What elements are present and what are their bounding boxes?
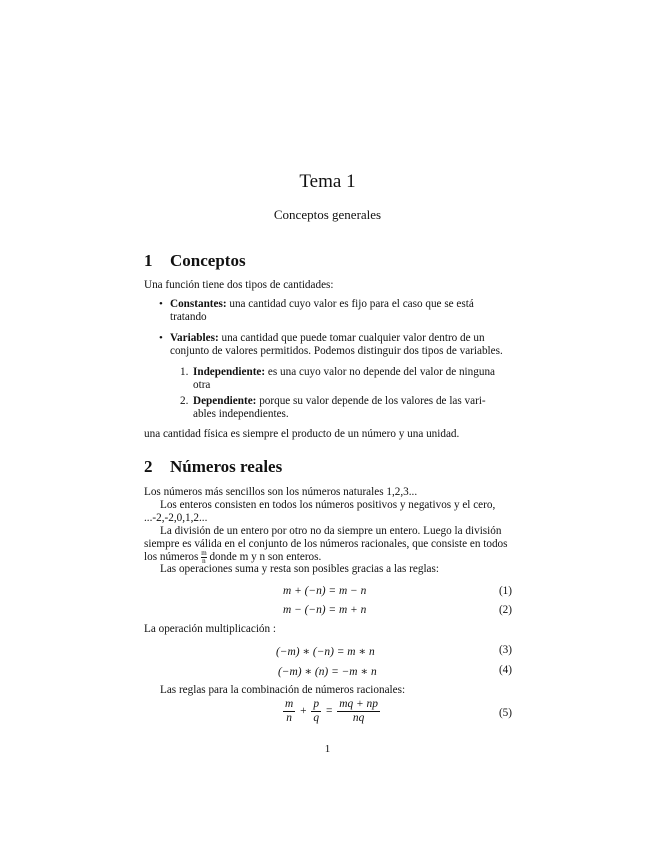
bullet-term: Variables: bbox=[170, 332, 219, 344]
fraction-numerator: m bbox=[201, 549, 207, 557]
enum-marker: 2. bbox=[180, 395, 189, 407]
enum-text: porque su valor depende de los valores de las vari- bbox=[256, 395, 486, 407]
enum-text: es una cuyo valor no depende del valor de ninguna bbox=[265, 366, 495, 378]
equation-number: (2) bbox=[498, 604, 512, 616]
section-2-number: 2 bbox=[144, 457, 153, 476]
equation-5 bbox=[281, 698, 382, 725]
paragraph: Las reglas para la combinación de números racionales: bbox=[160, 684, 406, 696]
fraction bbox=[337, 698, 380, 725]
bullet-constantes bbox=[170, 298, 474, 311]
enum-independiente bbox=[193, 366, 495, 379]
enum-marker: 1. bbox=[180, 366, 189, 378]
equation-number: (1) bbox=[498, 585, 512, 597]
section-1-heading bbox=[144, 251, 246, 271]
bullet-term: Constantes: bbox=[170, 298, 227, 310]
bullet-marker: • bbox=[159, 332, 163, 344]
equation-2: m − (−n) = m + n bbox=[283, 604, 367, 616]
paragraph: La división de un entero por otro no da siempre un entero. Luego la división bbox=[160, 525, 502, 537]
bullet-text-cont: conjunto de valores permitidos. Podemos distinguir dos tipos de variables. bbox=[170, 345, 503, 357]
fraction-denominator: q bbox=[313, 712, 320, 724]
bullet-text: una cantidad cuyo valor es fijo para el caso que se está bbox=[226, 298, 474, 310]
bullet-text-cont: tratando bbox=[170, 311, 207, 323]
section-1-closing: una cantidad física es siempre el producto de un número y una unidad. bbox=[144, 428, 460, 440]
section-2-title: Números reales bbox=[170, 457, 283, 476]
fraction-denominator: nq bbox=[352, 712, 365, 724]
paragraph: La operación multiplicación : bbox=[144, 623, 277, 635]
fraction bbox=[283, 698, 295, 725]
paragraph-text: los números bbox=[144, 551, 199, 564]
fraction-numerator: m bbox=[285, 698, 294, 710]
fraction-numerator: mq + np bbox=[339, 698, 378, 710]
equation-1: m + (−n) = m − n bbox=[283, 585, 367, 597]
paragraph-cont: ...-2,-2,0,1,2... bbox=[144, 512, 208, 524]
equation-3: (−m) ∗ (−n) = m ∗ n bbox=[276, 646, 375, 658]
enum-text-cont: otra bbox=[193, 379, 211, 391]
paragraph-cont: siempre es válida en el conjunto de los números racionales, que consiste en todos bbox=[144, 538, 508, 550]
paragraph-text: donde m y n son enteros. bbox=[209, 551, 322, 564]
paragraph: Los números más sencillos son los números naturales 1,2,3... bbox=[144, 486, 418, 498]
enum-term: Dependiente: bbox=[193, 395, 257, 407]
document-title: Tema 1 bbox=[299, 171, 356, 192]
bullet-variables bbox=[170, 332, 485, 345]
fraction bbox=[311, 698, 321, 725]
fraction-denominator: n bbox=[202, 557, 206, 565]
plus-sign: + bbox=[300, 705, 307, 718]
paragraph: Las operaciones suma y resta son posibles gracias a las reglas: bbox=[160, 563, 439, 575]
section-1-intro: Una función tiene dos tipos de cantidades: bbox=[144, 279, 334, 291]
bullet-marker: • bbox=[159, 298, 163, 310]
fraction-numerator: p bbox=[313, 698, 320, 710]
equation-number: (4) bbox=[498, 664, 512, 676]
fraction-denominator: n bbox=[286, 712, 292, 724]
page-number: 1 bbox=[324, 743, 331, 755]
paragraph: Los enteros consisten en todos los números positivos y negativos y el cero, bbox=[160, 499, 496, 511]
section-1-number: 1 bbox=[144, 251, 153, 270]
equals-sign: = bbox=[325, 705, 333, 718]
equation-number: (5) bbox=[498, 707, 512, 719]
bullet-text: una cantidad que puede tomar cualquier valor dentro de un bbox=[218, 332, 485, 344]
enum-dependiente bbox=[193, 395, 486, 408]
enum-text-cont: ables independientes. bbox=[193, 408, 289, 420]
equation-4: (−m) ∗ (n) = −m ∗ n bbox=[278, 666, 377, 678]
section-2-heading bbox=[144, 457, 282, 477]
equation-number: (3) bbox=[498, 644, 512, 656]
enum-term: Independiente: bbox=[193, 366, 266, 378]
document-subtitle: Conceptos generales bbox=[273, 207, 382, 222]
section-1-title: Conceptos bbox=[170, 251, 246, 270]
